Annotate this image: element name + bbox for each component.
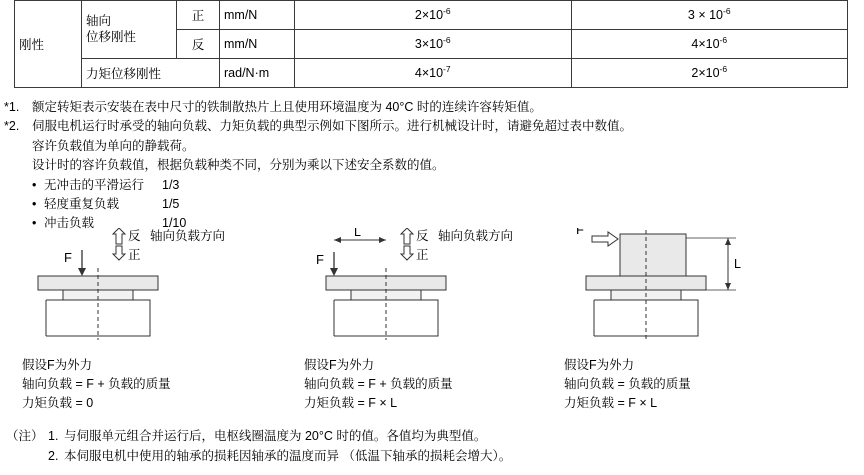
svg-text:L: L bbox=[354, 228, 361, 239]
cell-unit-2: mm/N bbox=[220, 30, 295, 59]
note-2-text: 伺服电机运行时承受的轴向负载、力矩负载的典型示例如下图所示。进行机械设计时，请避免超过表中数值。 bbox=[32, 119, 633, 134]
footnote-2-number: 2. bbox=[48, 449, 59, 463]
cell-category-name: 刚性 bbox=[15, 1, 82, 88]
bullet-label-1: 无冲击的平滑运行 bbox=[44, 177, 145, 192]
diagram-side-load bbox=[560, 228, 850, 361]
footnote-2-text: 本伺服电机中使用的轴承的损耗因轴承的温度而异 （低温下轴承的损耗会增大）。 bbox=[64, 449, 512, 463]
caption-line-2: 轴向负载 = 负载的质量 bbox=[564, 376, 691, 391]
cell-unit-1: mm/N bbox=[220, 1, 295, 30]
caption-line-1: 假设F为外力 bbox=[564, 358, 635, 372]
bullet-label-3: 冲击负载 bbox=[44, 216, 95, 231]
note-2-tag: *2. bbox=[4, 119, 20, 134]
footnote-2 bbox=[6, 446, 511, 466]
svg-text:F: F bbox=[64, 250, 72, 265]
diagram-1-svg bbox=[18, 228, 278, 358]
item-line-1: 轴向 bbox=[86, 13, 112, 28]
svg-text:F: F bbox=[576, 228, 584, 237]
note-1 bbox=[4, 98, 864, 117]
cell-value-a-2: $3\times 10^{-6}$ bbox=[295, 30, 572, 59]
cell-value-b-3: $2\times 10^{-6}$ bbox=[571, 59, 848, 88]
table-row bbox=[15, 59, 848, 88]
svg-text:F: F bbox=[316, 252, 324, 267]
notes-block bbox=[4, 98, 864, 234]
footnote-1-text: 与伺服单元组合并运行后，电枢线圈温度为 20°C 时的值。各值均为典型值。 bbox=[64, 429, 487, 443]
note-2-line-3: 设计时的容许负载值，根据负载种类不同，分别为乘以下述安全系数的值。 bbox=[32, 158, 445, 173]
cell-value-a-1: $2\times 10^{-6}$ bbox=[295, 1, 572, 30]
diagram-2-svg bbox=[300, 228, 560, 358]
caption-line-2: 轴向负载 = F + 负载的质量 bbox=[22, 376, 171, 391]
table-row bbox=[15, 1, 848, 30]
caption-line-3: 力矩负载 = F × L bbox=[564, 395, 658, 410]
svg-text:正: 正 bbox=[416, 248, 429, 262]
footnotes-block bbox=[6, 426, 511, 466]
stiffness-spec-table bbox=[14, 0, 848, 88]
footnote-tag-spacer bbox=[6, 446, 48, 466]
cell-value-b-2: $4\times 10^{-6}$ bbox=[571, 30, 848, 59]
caption-line-3: 力矩负载 = 0 bbox=[22, 395, 94, 410]
diagram-3-svg bbox=[560, 228, 850, 358]
diagram-2-caption bbox=[304, 356, 453, 412]
diagram-moment-load-offset bbox=[300, 228, 560, 361]
diagram-1-caption bbox=[22, 356, 171, 412]
bullet-value-3: 1/10 bbox=[162, 216, 187, 231]
cell-value-a-3: $4\times 10^{-7}$ bbox=[295, 59, 572, 88]
footnote-tag: （注） bbox=[6, 429, 44, 443]
bullet-icon: • bbox=[32, 196, 37, 211]
caption-line-3: 力矩负载 = F × L bbox=[304, 395, 398, 410]
footnote-1-number: 1. bbox=[48, 429, 59, 443]
cell-item-moment-stiffness: 力矩位移刚性 bbox=[82, 59, 220, 88]
svg-text:正: 正 bbox=[128, 248, 141, 262]
diagram-axial-load bbox=[18, 228, 278, 361]
bullet-value-1: 1/3 bbox=[162, 177, 180, 192]
cell-direction-reverse: 反 bbox=[177, 30, 220, 59]
item-line-2: 位移刚性 bbox=[86, 29, 137, 44]
svg-text:轴向负载方向: 轴向负载方向 bbox=[438, 229, 514, 243]
svg-text:L: L bbox=[734, 257, 741, 271]
cell-unit-3: rad/N·m bbox=[220, 59, 295, 88]
caption-line-1: 假设F为外力 bbox=[22, 358, 93, 372]
note-2 bbox=[4, 117, 864, 136]
cell-item-axial-stiffness bbox=[82, 1, 177, 59]
list-item bbox=[32, 195, 864, 214]
bullet-icon: • bbox=[32, 216, 37, 231]
cell-direction-forward: 正 bbox=[177, 1, 220, 30]
list-item bbox=[32, 176, 864, 195]
svg-text:反: 反 bbox=[128, 229, 141, 243]
caption-line-1: 假设F为外力 bbox=[304, 358, 375, 372]
note-1-tag: *1. bbox=[4, 100, 20, 114]
cell-value-b-1: $3 \times 10^{-6}$ bbox=[571, 1, 848, 30]
safety-factor-list bbox=[32, 176, 864, 234]
bullet-label-2: 轻度重复负载 bbox=[44, 196, 120, 211]
note-2-line-2: 容许负载值为单向的静载荷。 bbox=[32, 138, 195, 153]
bullet-icon: • bbox=[32, 177, 37, 192]
note-1-text: 额定转矩表示安装在表中尺寸的铁制散热片上且使用环境温度为 40°C 时的连续许容转矩值。 bbox=[32, 100, 542, 114]
svg-text:轴向负载方向: 轴向负载方向 bbox=[150, 229, 226, 243]
bullet-value-2: 1/5 bbox=[162, 196, 180, 211]
footnote-1 bbox=[6, 426, 511, 446]
caption-line-2: 轴向负载 = F + 负载的质量 bbox=[304, 376, 453, 391]
svg-text:反: 反 bbox=[416, 229, 429, 243]
diagram-3-caption bbox=[564, 356, 691, 412]
